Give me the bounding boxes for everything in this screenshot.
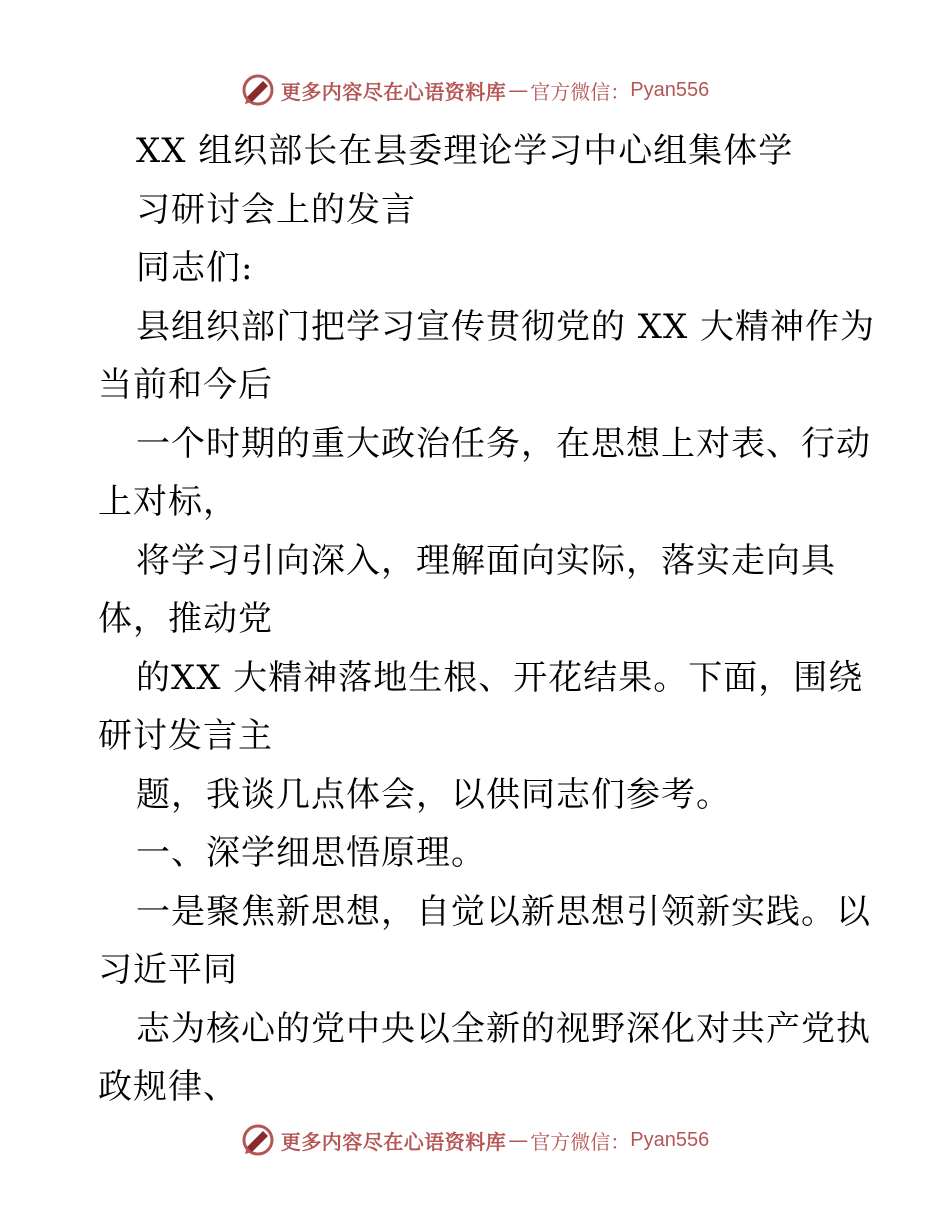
doc-line: 将学习引向深入，理解面向实际，落实走向具 — [136, 540, 836, 581]
doc-line: 题，我谈几点体会，以供同志们参考。 — [136, 774, 731, 815]
doc-line: 一个时期的重大政治任务，在思想上对表、行动 — [136, 423, 871, 464]
doc-line: 一、深学细思悟原理。 — [136, 833, 486, 873]
watermark-dash: — — [508, 1128, 529, 1152]
pen-logo-icon — [241, 1123, 275, 1157]
doc-line: XX 组织部长在县委理论学习中心组集体学 — [136, 131, 794, 171]
watermark-label: 官方微信： — [530, 1129, 631, 1154]
doc-line: 的XX 大精神落地生根、开花结果。下面，围绕 — [136, 657, 864, 698]
watermark-label: 官方微信： — [530, 79, 631, 104]
watermark-brand: 更多内容尽在心语资料库 — [280, 1129, 507, 1154]
doc-line: 习近平同 — [98, 950, 238, 990]
doc-line: 一是聚焦新思想，自觉以新思想引领新实践。以 — [136, 891, 871, 932]
watermark-wechat-id: Pyan556 — [630, 78, 710, 101]
doc-line: 习研讨会上的发言 — [136, 189, 416, 230]
doc-line: 政规律、 — [98, 1067, 238, 1107]
header-watermark — [0, 70, 950, 110]
doc-line: 当前和今后 — [98, 365, 273, 405]
doc-line: 县组织部门把学习宣传贯彻党的 XX 大精神作为 — [136, 306, 876, 347]
doc-line: 同志们: — [136, 248, 254, 288]
watermark-wechat-id: Pyan556 — [630, 1128, 710, 1151]
doc-line: 上对标， — [98, 482, 238, 522]
document-body — [98, 122, 876, 1117]
doc-line: 研讨发言主 — [98, 716, 273, 756]
doc-line: 体，推动党 — [98, 599, 273, 639]
doc-line: 志为核心的党中央以全新的视野深化对共产党执 — [136, 1008, 871, 1049]
pen-logo-icon — [241, 73, 275, 107]
footer-watermark — [0, 1120, 950, 1160]
watermark-brand: 更多内容尽在心语资料库 — [280, 79, 507, 104]
watermark-dash: — — [508, 78, 529, 102]
